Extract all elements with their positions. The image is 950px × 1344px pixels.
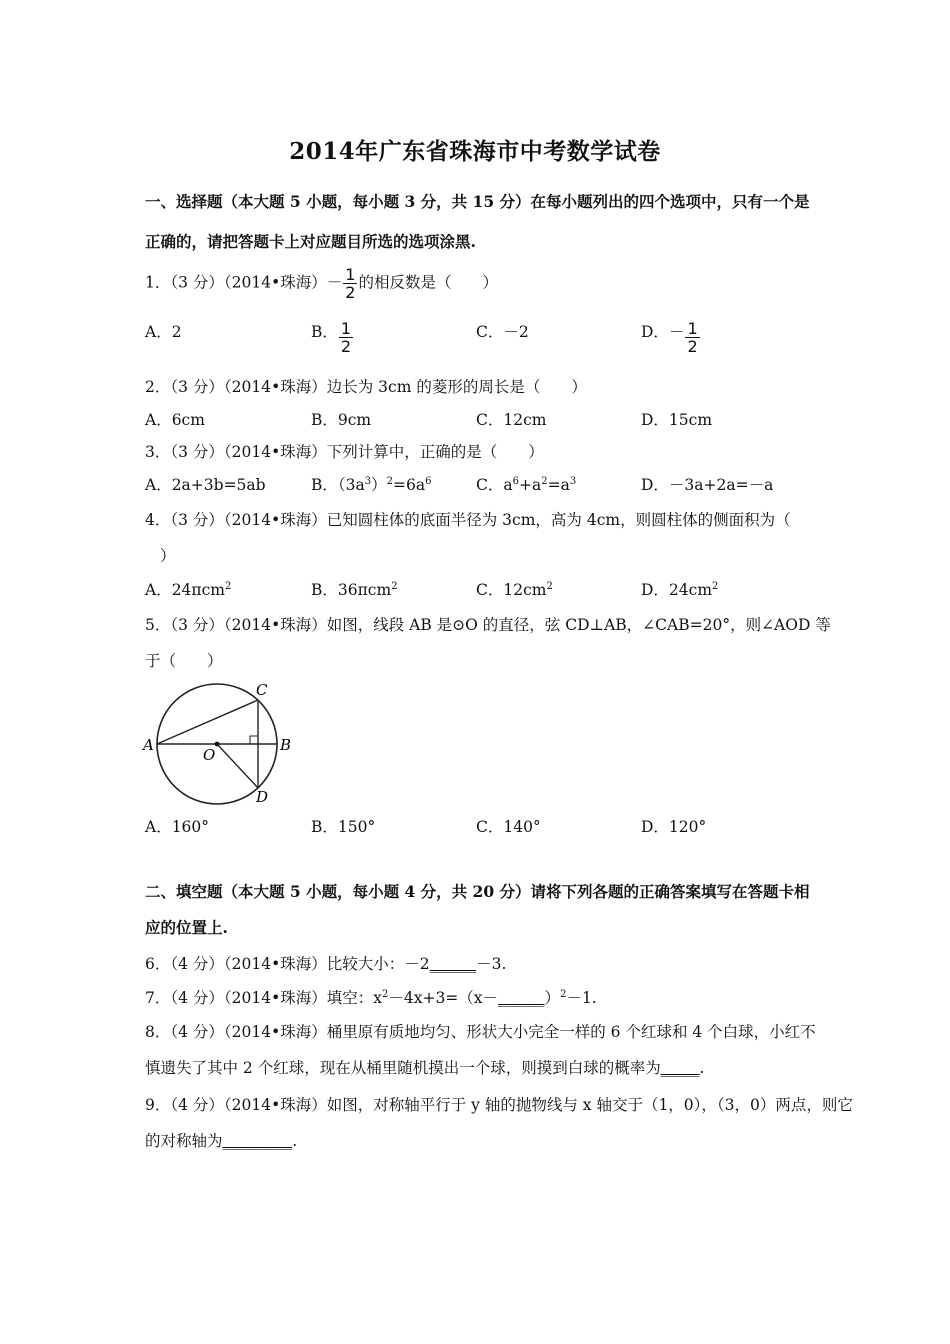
q7-text: ） — [544, 989, 561, 1007]
q4-option-a — [145, 578, 231, 600]
question-1 — [145, 266, 498, 301]
frac-num: 1 — [345, 265, 356, 284]
question-1-suffix: 的相反数是（ ） — [358, 273, 498, 292]
question-8-line2 — [145, 1056, 704, 1078]
q3-c-exponent: 2 — [541, 476, 548, 487]
q3-b-exponent: 3 — [364, 476, 372, 487]
question-7 — [145, 986, 597, 1008]
q4-a-text: A．24πcm — [145, 581, 225, 599]
q1-option-b — [311, 320, 354, 355]
q3-c-exponent: 3 — [569, 476, 577, 487]
q4-d-text: D．24cm — [641, 581, 713, 599]
q4-c-text: C．12cm — [476, 581, 547, 599]
q3-b-exponent: 2 — [386, 476, 394, 487]
label-b: B — [280, 736, 292, 754]
q3-c-part: C．a — [476, 476, 513, 494]
q4-option-b — [311, 578, 398, 600]
q3-c-part: =a — [547, 476, 570, 494]
q1-option-a: A．2 — [145, 323, 182, 341]
frac-den: 2 — [687, 337, 698, 356]
q8-text: . — [699, 1059, 705, 1077]
fraction-half — [339, 320, 353, 355]
q3-option-b — [311, 473, 431, 495]
frac-num: 1 — [340, 319, 352, 338]
q2-option-b: B．9cm — [311, 411, 372, 429]
q3-b-part: =6a — [393, 476, 426, 494]
q4-exponent: 2 — [391, 581, 398, 592]
q3-b-part: B．（3a — [311, 476, 365, 494]
right-angle-mark — [250, 736, 258, 744]
q4-b-text: B．36πcm — [311, 581, 392, 599]
q5-option-b: B．150° — [311, 818, 376, 836]
q6-answer-blank: ______ — [429, 955, 477, 973]
q2-option-a: A．6cm — [145, 411, 205, 429]
q6-text: 6．（4 分）（2014•珠海）比较大小：－2 — [145, 955, 430, 973]
segment-ac — [157, 700, 258, 744]
q1-option-d — [641, 320, 701, 355]
frac-num: 1 — [687, 319, 698, 338]
q3-option-d: D．－3a+2a=－a — [641, 476, 774, 494]
q7-answer-blank: ______ — [498, 989, 545, 1007]
q4-exponent: 2 — [546, 581, 553, 592]
q4-option-c — [476, 578, 553, 600]
q9-answer-blank: _________ — [222, 1132, 293, 1150]
q3-c-exponent: 6 — [512, 476, 519, 487]
question-4-line2: ） — [160, 547, 176, 565]
q5-option-c: C．140° — [476, 818, 541, 836]
q8-answer-blank: _____ — [660, 1059, 700, 1077]
question-1-prefix: 1．（3 分）（2014•珠海）－ — [145, 273, 343, 292]
label-c: C — [256, 681, 268, 699]
question-6 — [145, 952, 506, 974]
section1-header-line1: 一、选择题（本大题 5 小题，每小题 3 分，共 15 分）在每小题列出的四个选项中，只有一个是 — [145, 192, 810, 211]
q3-option-a: A．2a+3b=5ab — [145, 476, 266, 494]
question-2: 2．（3 分）（2014•珠海）边长为 3cm 的菱形的周长是（ ） — [145, 378, 587, 396]
q7-exponent: 2 — [560, 989, 567, 1000]
fraction-half — [343, 266, 357, 301]
question-4-line1: 4．（3 分）（2014•珠海）已知圆柱体的底面半径为 3cm，高为 4cm，则圆柱体的侧面积为（ — [145, 511, 791, 529]
q3-option-c — [476, 473, 576, 495]
circle-diagram — [140, 678, 300, 808]
q2-option-c: C．12cm — [476, 411, 547, 429]
center-point — [215, 742, 220, 747]
question-5-line2: 于（ ） — [145, 652, 223, 670]
q4-exponent: 2 — [224, 581, 232, 592]
q7-exponent: 2 — [381, 989, 389, 1000]
label-a: A — [143, 736, 154, 754]
q2-option-d: D．15cm — [641, 411, 713, 429]
q8-text: 慎遗失了其中 2 个红球，现在从桶里随机摸出一个球，则摸到白球的概率为 — [145, 1059, 661, 1077]
label-d: D — [256, 788, 269, 806]
page-title: 2014年广东省珠海市中考数学试卷 — [289, 138, 661, 165]
q3-c-part: +a — [518, 476, 542, 494]
q4-exponent: 2 — [712, 581, 719, 592]
q6-text: －3. — [476, 955, 507, 973]
question-8-line1: 8．（4 分）（2014•珠海）桶里原有质地均匀、形状大小完全一样的 6 个红球和 4 个白球，小红不 — [145, 1023, 816, 1041]
q1-option-d-sign: － — [668, 323, 685, 341]
q7-text: －1. — [566, 989, 597, 1007]
question-9-line1: 9．（4 分）（2014•珠海）如图，对称轴平行于 y 轴的抛物线与 x 轴交于（1，0），（3，0）两点，则它 — [145, 1096, 853, 1114]
segment-od — [217, 744, 258, 788]
q1-option-d-label: D． — [641, 323, 669, 341]
section1-header-line2: 正确的，请把答题卡上对应题目所选的选项涂黑. — [145, 232, 476, 251]
q9-text: . — [292, 1132, 298, 1150]
q9-text: 的对称轴为 — [145, 1132, 223, 1150]
section2-header-line2: 应的位置上. — [145, 918, 228, 937]
q1-option-b-label: B． — [311, 323, 338, 341]
frac-den: 2 — [340, 337, 352, 356]
fraction-half — [685, 320, 699, 355]
frac-den: 2 — [345, 283, 356, 302]
q7-text: －4x+3=（x－ — [388, 989, 499, 1007]
q5-option-d: D．120° — [641, 818, 707, 836]
question-9-line2 — [145, 1129, 297, 1151]
section2-header-line1: 二、填空题（本大题 5 小题，每小题 4 分，共 20 分）请将下列各题的正确答案填写在答题卡相 — [145, 882, 810, 901]
q3-b-part: ） — [371, 476, 387, 494]
q5-option-a: A．160° — [145, 818, 210, 836]
q3-b-exponent: 6 — [425, 476, 432, 487]
q1-option-c: C．－2 — [476, 323, 529, 341]
label-o: O — [203, 746, 216, 764]
q7-text: 7．（4 分）（2014•珠海）填空：x — [145, 989, 382, 1007]
q4-option-d — [641, 578, 718, 600]
question-3: 3．（3 分）（2014•珠海）下列计算中，正确的是（ ） — [145, 443, 544, 461]
question-5-line1: 5．（3 分）（2014•珠海）如图，线段 AB 是⊙O 的直径，弦 CD⊥AB，∠CAB=20°，则∠AOD 等 — [145, 616, 831, 634]
